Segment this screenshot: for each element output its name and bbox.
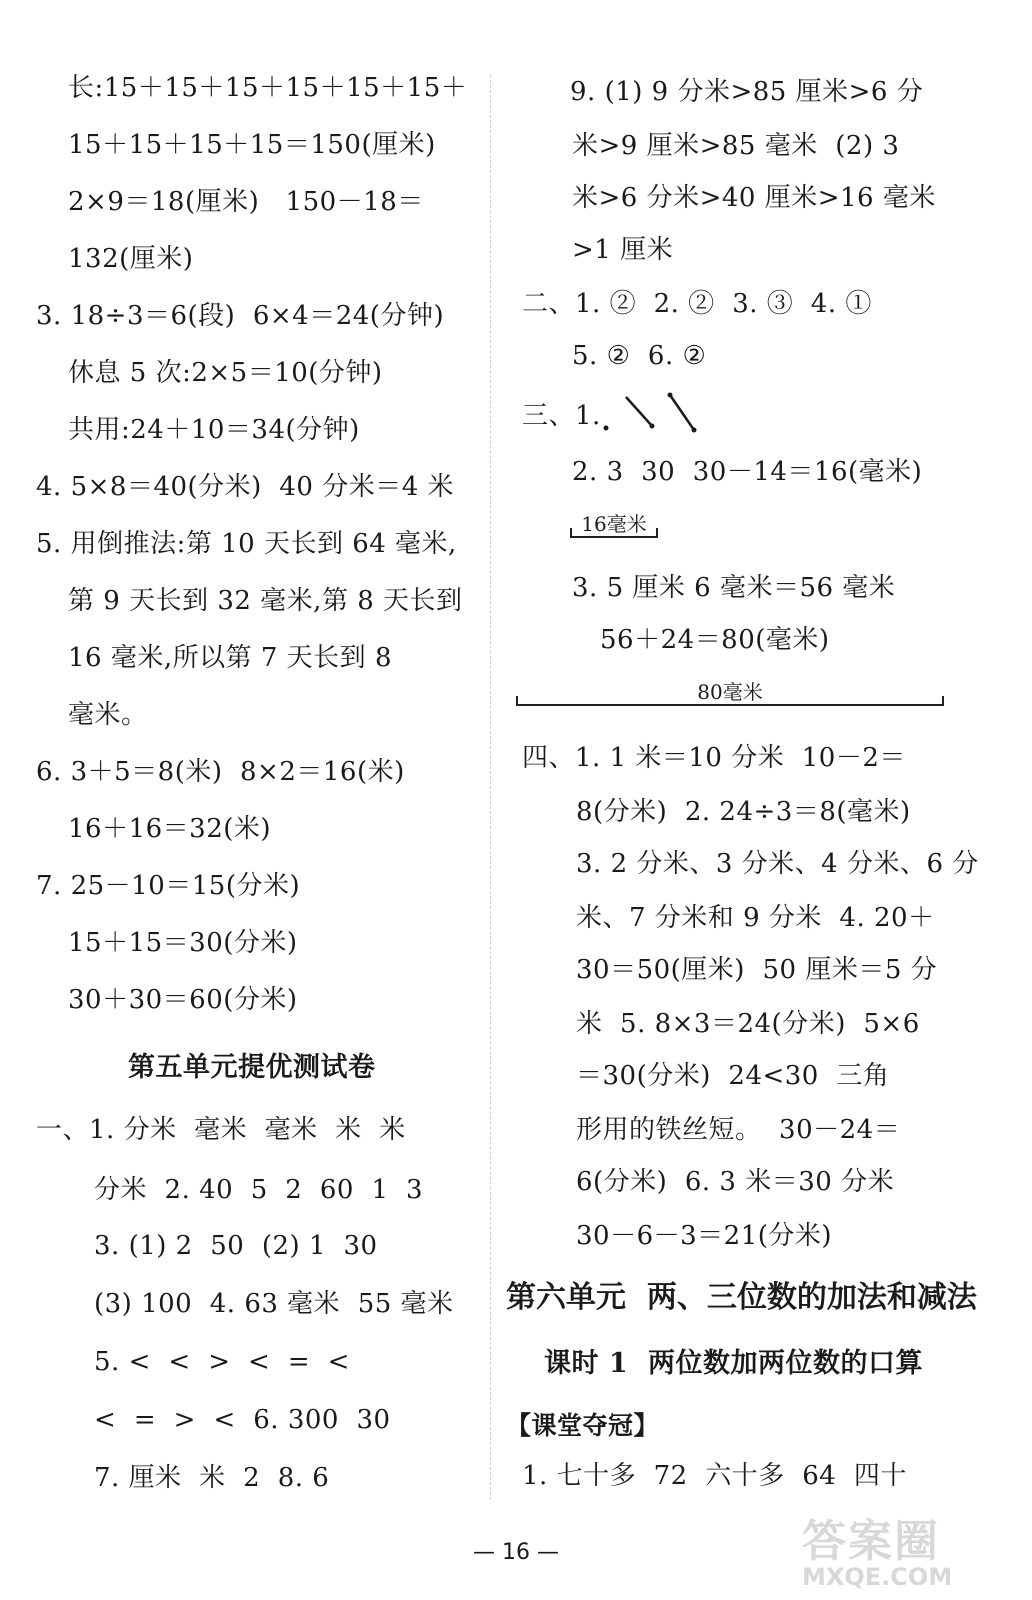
text-line: 9. (1) 9 分米>85 厘米>6 分 [570,77,924,107]
measure-16mm: 16毫米 [570,512,658,538]
text-line: 5. 用倒推法:第 10 天长到 64 毫米, [36,529,457,559]
segment-drawing [600,392,710,442]
text-line: 15＋15＝30(分米) [68,928,298,958]
text-line: 形用的铁丝短。 30－24＝ [576,1115,901,1145]
text-line: 二、1. ② 2. ② 3. ③ 4. ① [522,289,872,319]
text-line: 米 5. 8×3＝24(分米) 5×6 [576,1009,920,1039]
unit-title: 第六单元 两、三位数的加法和减法 [506,1280,977,1315]
text-line: 3. (1) 2 50 (2) 1 30 [94,1231,378,1261]
text-line: 16 毫米,所以第 7 天长到 8 [68,643,392,673]
text-line: < = > < 6. 300 30 [94,1405,391,1435]
page-number: — 16 — [473,1540,559,1565]
watermark-site: MXQE.COM [802,1563,953,1591]
segment-point [692,428,697,433]
segment-line [670,395,694,430]
text-line: (3) 100 4. 63 毫米 55 毫米 [94,1289,454,1319]
segment-point [604,426,609,431]
text-line: 休息 5 次:2×5＝10(分钟) [68,358,383,388]
lesson-title: 课时 1 两位数加两位数的口算 [544,1348,923,1379]
text-line: 15＋15＋15＋15＝150(厘米) [68,130,436,160]
text-line: 2×9＝18(厘米) 150－18＝ [68,187,424,217]
text-line: 4. 5×8＝40(分米) 40 分米＝4 米 [36,472,454,502]
column-divider [490,75,491,1500]
text-line: 5. < < > < = < [94,1347,350,1377]
text-line: 30＝50(厘米) 50 厘米＝5 分 [576,955,938,985]
text-line: 8(分米) 2. 24÷3＝8(毫米) [576,797,911,827]
text-line: 30－6－3＝21(分米) [576,1221,833,1251]
text-line: 毫米。 [68,700,148,730]
measure-80mm: 80毫米 [516,680,944,706]
watermark-logo: 答案圈 [802,1516,940,1567]
section-label: 【课堂夺冠】 [506,1411,660,1440]
text-line: 长:15＋15＋15＋15＋15＋15＋ [68,73,468,103]
text-line: 6. 3＋5＝8(米) 8×2＝16(米) [36,757,405,787]
text-line: >1 厘米 [572,235,674,265]
text-line: 7. 25－10＝15(分米) [36,871,301,901]
text-line: 7. 厘米 米 2 8. 6 [94,1463,330,1493]
text-line: 一、1. 分米 毫米 毫米 米 米 [36,1115,406,1145]
text-line: 3. 2 分米、3 分米、4 分米、6 分 [576,849,979,879]
text-line: 米>6 分米>40 厘米>16 毫米 [572,183,936,213]
segment-point [668,393,673,398]
text-line: 三、1. [522,401,601,431]
watermark [802,1505,1012,1595]
text-line: 30＋30＝60(分米) [68,985,298,1015]
text-line: 分米 2. 40 5 2 60 1 3 [94,1175,424,1205]
text-line: 2. 3 30 30－14＝16(毫米) [572,457,923,487]
segment-point [650,424,655,429]
text-line: 第 9 天长到 32 毫米,第 8 天长到 [68,586,463,616]
text-line: 四、1. 1 米＝10 分米 10－2＝ [522,743,906,773]
text-line: 16＋16＝32(米) [68,814,272,844]
text-line: 米>9 厘米>85 毫米 (2) 3 [572,131,900,161]
text-line: ＝30(分米) 24<30 三角 [576,1061,890,1091]
text-line: 米、7 分米和 9 分米 4. 20＋ [576,903,935,933]
text-line: 1. 七十多 72 六十多 64 四十 [522,1461,907,1491]
text-line: 132(厘米) [68,244,194,274]
text-line: 5. ② 6. ② [572,341,707,371]
text-line: 56＋24＝80(毫米) [600,625,830,655]
text-line: 共用:24＋10＝34(分钟) [68,415,360,445]
section-title: 第五单元提优测试卷 [128,1052,376,1083]
text-line: 3. 5 厘米 6 毫米＝56 毫米 [572,573,896,603]
text-line: 3. 18÷3＝6(段) 6×4＝24(分钟) [36,301,445,331]
segment-line [626,397,652,426]
text-line: 6(分米) 6. 3 米＝30 分米 [576,1167,895,1197]
